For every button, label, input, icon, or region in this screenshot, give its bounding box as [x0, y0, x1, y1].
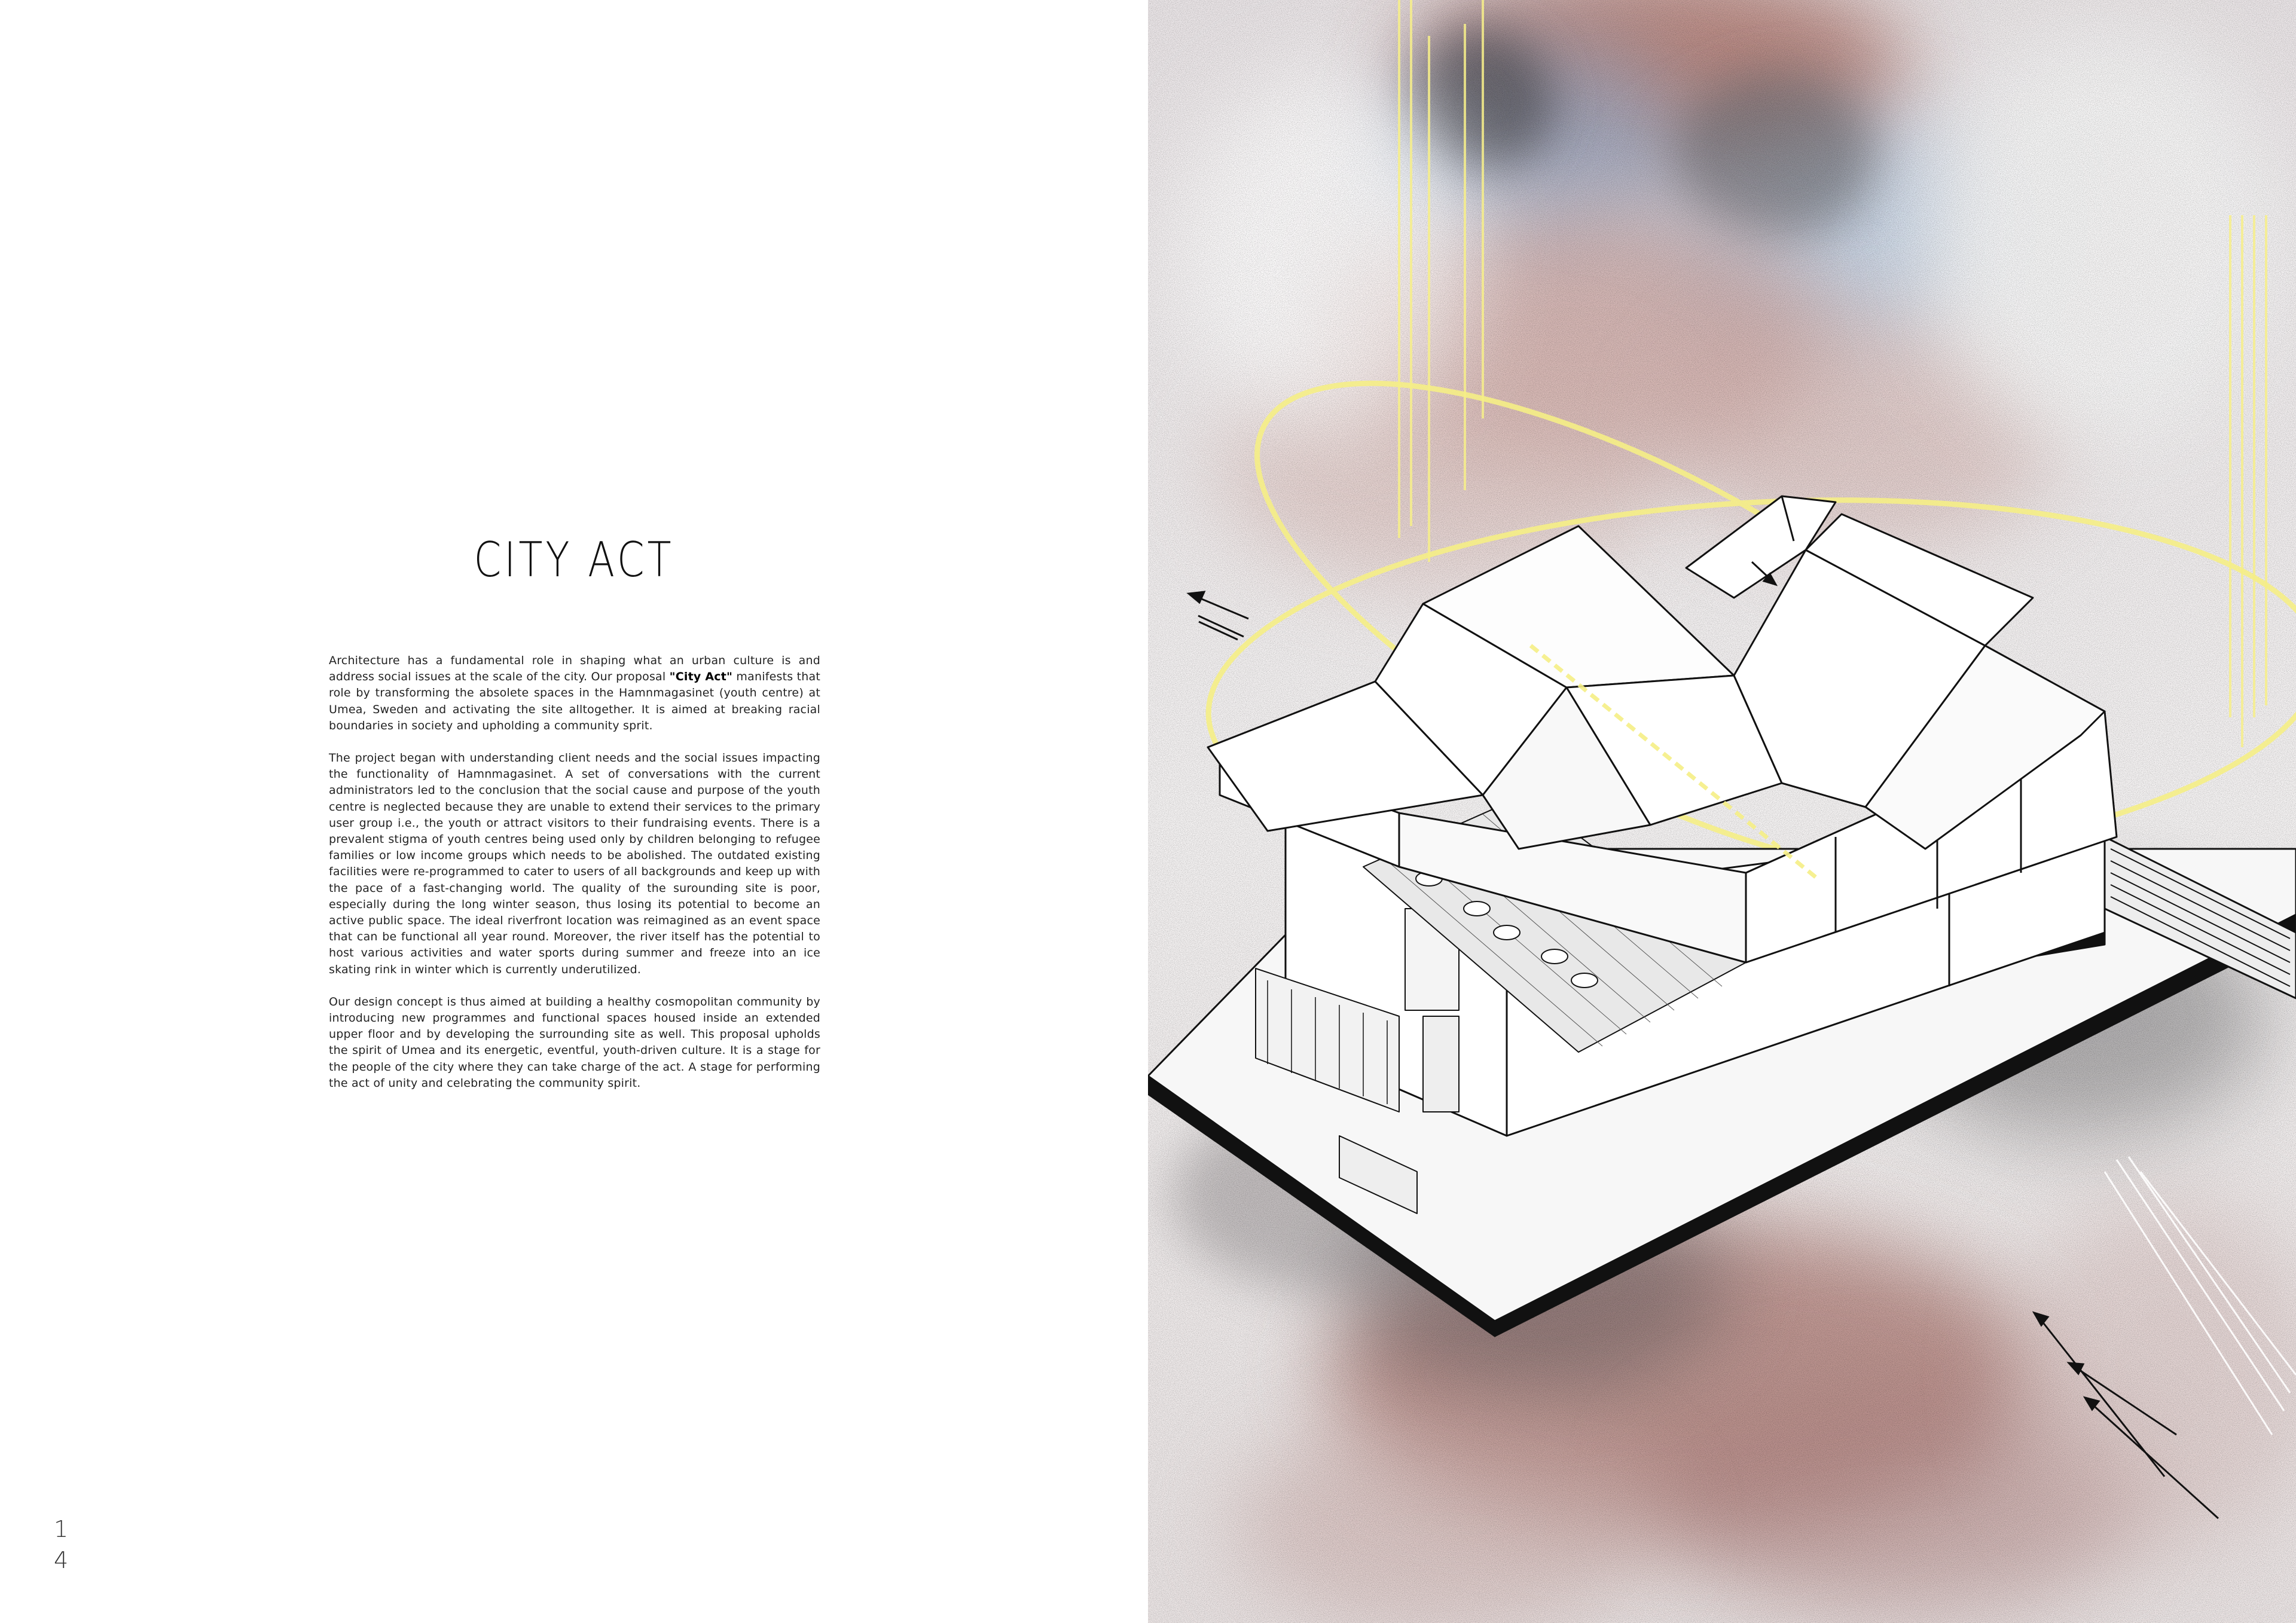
- paragraph-2: The project began with understanding client needs and the social issues impacting the functionality of Hamnmagasinet. A set of conversations with the current administrators led to the conclusion that the social cause and purpose of the youth centre is neglected because they are unable to extend their services to the primary user group i.e., the youth or attract visitors to their fundraising events. There is a prevalent stigma of youth centres being used only by children belonging to refugee families or low income groups which needs to be abolished. The outdated existing facilities were re-programmed to cater to users of all backgrounds and keep up with the pace of a fast-changing world. The quality of the surounding site is poor, especially during the long winter season, thus losing its potential to become an active public space. The ideal riverfront location was reimagined as an event space that can be functional all year round. Moreover, the river itself has the potential to host various activities and water sports during summer and freeze into an ice skating rink in winter which is currently underutilized.: [329, 750, 820, 978]
- paragraph-1-rest: manifests that role by transforming the absolete spaces in the Hamnmagasinet (youth centre) at Umea, Sweden and activating the site alltogether. It is aimed at breaking racial boundaries in society and upholding a community sprit.: [329, 670, 820, 732]
- page-number-digit-2: 4: [54, 1545, 78, 1576]
- paragraph-3: Our design concept is thus aimed at building a healthy cosmopolitan community by introducing new programmes and functional spaces housed inside an extended upper floor and by developing the surrounding site as well. This proposal upholds the spirit of Umea and its energetic, eventful, youth-driven culture. It is a stage for the people of the city where they can take charge of the act. A stage for performing the act of unity and celebrating the community spirit.: [329, 994, 820, 1092]
- page-title: CITY ACT: [373, 532, 775, 588]
- project-name-emphasis: "City Act": [670, 670, 732, 683]
- page-number-digit-1: 1: [54, 1514, 78, 1545]
- paragraph-1-lead: Architecture has a fundamental role in shaping what an urban culture is and address social issues at the scale of the city. Our proposal: [329, 654, 820, 683]
